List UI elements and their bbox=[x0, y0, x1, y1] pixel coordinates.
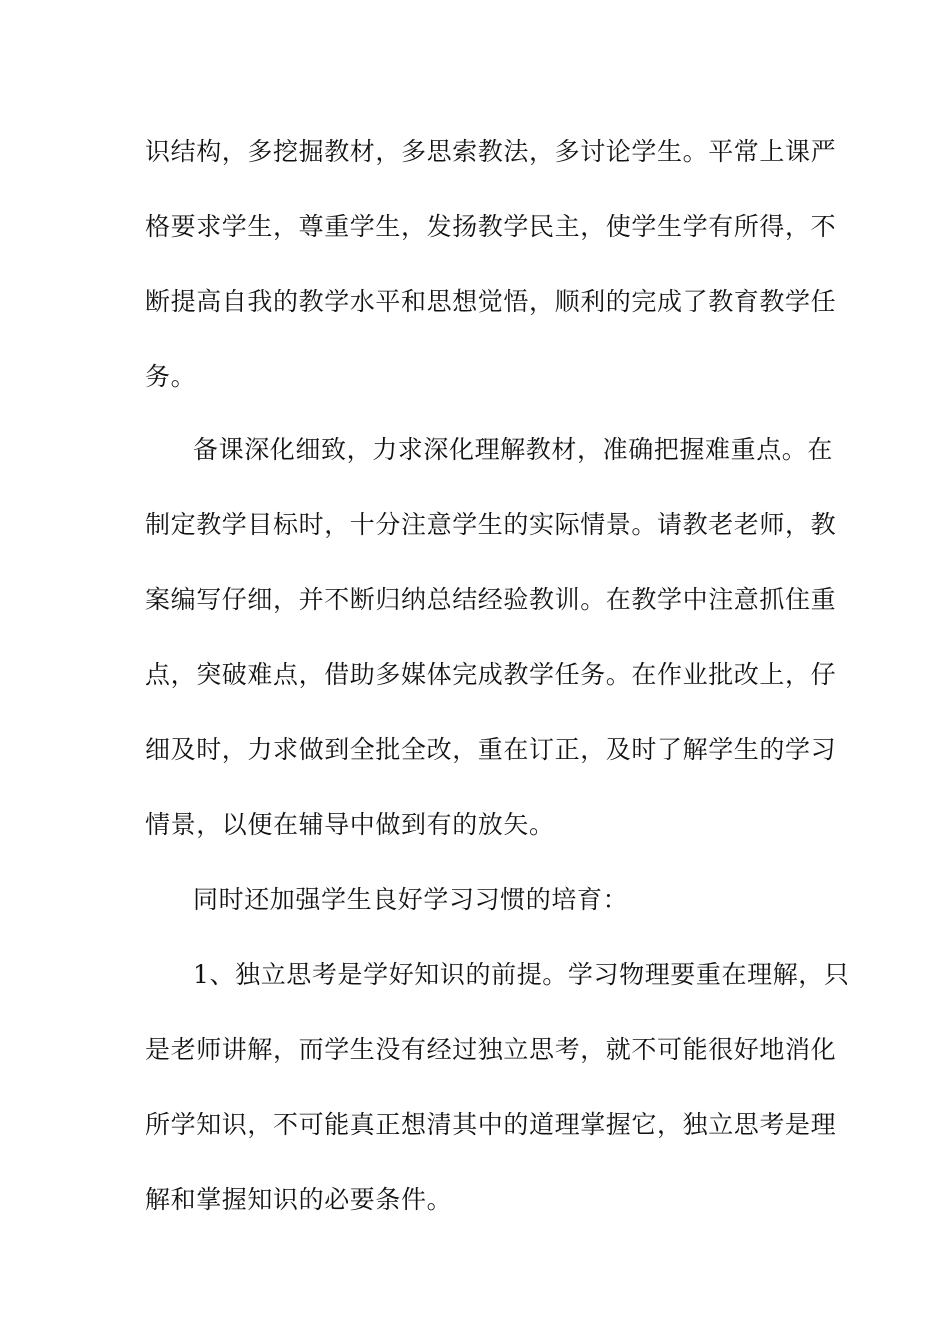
text-line: 务。 bbox=[145, 362, 197, 391]
text-line: 识结构，多挖掘教材，多思索教法，多讨论学生。平常上课严 bbox=[145, 137, 837, 166]
text-line: 解和掌握知识的必要条件。 bbox=[145, 1185, 453, 1214]
text-line: 断提高自我的教学水平和思想觉悟，顺利的完成了教育教学任 bbox=[145, 287, 837, 316]
text-line: 所学知识，不可能真正想清其中的道理掌握它，独立思考是理 bbox=[145, 1110, 837, 1139]
text-line: 细及时，力求做到全批全改，重在订正，及时了解学生的学习 bbox=[145, 735, 837, 764]
text-line: 格要求学生，尊重学生，发扬教学民主，使学生学有所得，不 bbox=[145, 212, 837, 241]
paragraph-first-line: 备课深化细致，力求深化理解教材，准确把握难重点。在 bbox=[193, 435, 834, 464]
text-line: 情景，以便在辅导中做到有的放矢。 bbox=[145, 810, 555, 839]
paragraph-first-line: 1、独立思考是学好知识的前提。学习物理要重在理解，只 bbox=[193, 960, 850, 989]
text-line: 点，突破难点，借助多媒体完成教学任务。在作业批改上，仔 bbox=[145, 660, 837, 689]
text-line: 是老师讲解，而学生没有经过独立思考，就不可能很好地消化 bbox=[145, 1035, 837, 1064]
text-line: 案编写仔细，并不断归纳总结经验教训。在教学中注意抓住重 bbox=[145, 585, 837, 614]
paragraph-first-line: 同时还加强学生良好学习习惯的培育： bbox=[193, 885, 629, 914]
text-line: 制定教学目标时，十分注意学生的实际情景。请教老老师，教 bbox=[145, 510, 837, 539]
